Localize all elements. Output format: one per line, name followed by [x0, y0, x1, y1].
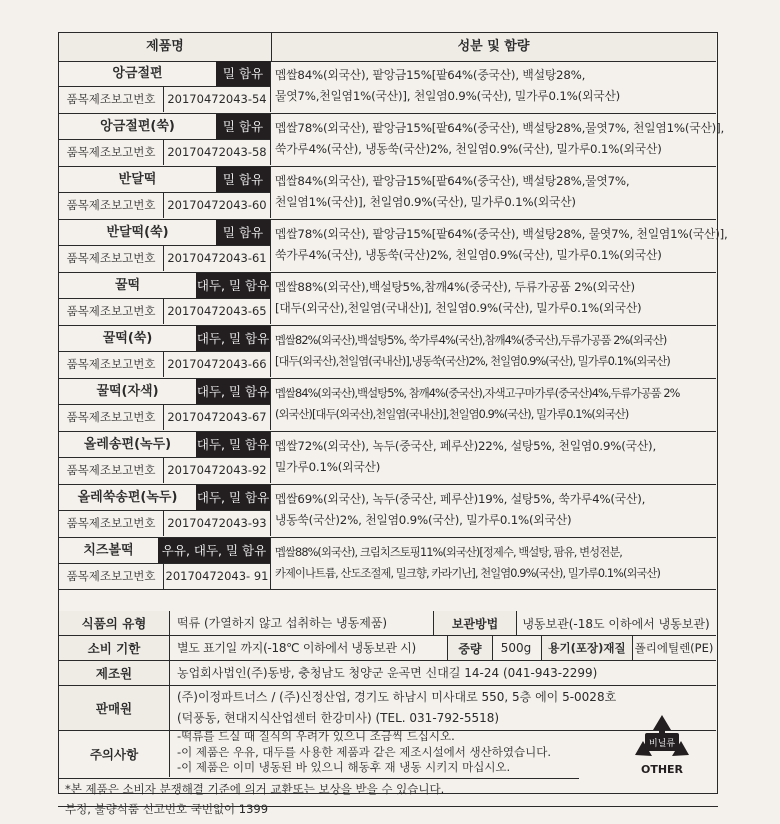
type-label: 식품의 유형	[59, 611, 170, 635]
ingredients	[275, 542, 715, 584]
maker-label: 제조원	[59, 661, 170, 685]
allergen-badge: 우유, 대두, 밀 함유	[158, 538, 270, 563]
product-row	[59, 61, 716, 114]
product-name: 올레쑥송편(녹두)	[77, 490, 178, 505]
consumer-note	[65, 779, 444, 819]
ingredient-line: 멥쌀84%(외국산),백설탕5%, 참깨4%(중국산),자색고구마가루(중국산)4%,두류가공품 2%	[275, 387, 680, 400]
ingredients	[275, 436, 715, 478]
product-row	[59, 485, 716, 538]
allergen-badge: 대두, 밀 함유	[196, 273, 270, 298]
reg-label: 품목제조보고번호	[59, 87, 164, 112]
seller-row	[59, 686, 716, 731]
recycle-badge-text: 비닐류	[648, 739, 676, 749]
bottom-rule	[58, 806, 718, 807]
caution-lines	[177, 729, 551, 776]
seller-line-2: (덕풍동, 현대지식산업센터 한강미사) (TEL. 031-792-5518)	[177, 711, 500, 725]
reg-label: 품목제조보고번호	[59, 458, 164, 483]
product-name: 반달떡(쑥)	[106, 225, 169, 240]
ingredient-line: 쑥가루4%(국산), 냉동쑥(국산)2%, 천일염0.9%(국산), 밀가루0.1%(외국산)	[275, 142, 662, 156]
ingredient-line: 멥쌀78%(외국산), 팥앙금15%[팥64%(중국산), 백설탕28%, 물엿7%, 천일염1%(국산)],	[275, 227, 728, 241]
product-row	[59, 432, 716, 485]
seller-label: 판매원	[59, 686, 170, 730]
product-cell	[59, 220, 271, 271]
note-line-2: 부정, 불량식품 신고번호 국번없이 1399	[65, 802, 269, 816]
product-cell	[59, 538, 271, 589]
ingredients	[275, 65, 715, 107]
allergen-badge: 밀 함유	[216, 167, 270, 192]
product-cell	[59, 326, 271, 377]
reg-number: 20170472043-92	[167, 463, 267, 477]
ingredient-line: 물엿7%,천일염1%(국산)], 천일염0.9%(국산), 밀가루0.1%(외국산)	[275, 89, 621, 103]
allergen-badge: 대두, 밀 함유	[196, 326, 270, 351]
ingredients	[275, 224, 728, 266]
storage-label: 보관방법	[433, 611, 517, 635]
storage-value: 냉동보관(-18도 이하에서 냉동보관)	[522, 616, 710, 631]
ingredient-line: 멥쌀82%(외국산),백설탕5%, 쑥가루4%(국산),참깨4%(중국산),두류가공품 2%(외국산)	[275, 334, 667, 347]
seller-line-1: (주)이정파트너스 / (주)신정산업, 경기도 하남시 미사대로 550, 5층 에이 5-0028호	[177, 690, 617, 704]
ingredient-line: 밀가루0.1%(외국산)	[275, 460, 381, 474]
product-row	[59, 538, 716, 590]
product-name: 앙금절편(쑥)	[100, 119, 175, 134]
product-name: 올레송편(녹두)	[83, 437, 172, 452]
product-cell	[59, 485, 271, 536]
product-name: 꿀떡(쑥)	[102, 331, 153, 346]
product-name: 반달떡	[118, 172, 157, 187]
label-table	[58, 32, 728, 816]
product-cell	[59, 432, 271, 483]
reg-label: 품목제조보고번호	[59, 140, 164, 165]
weight-value: 500g	[500, 641, 532, 655]
product-row	[59, 220, 728, 273]
product-name: 꿀떡	[114, 278, 141, 293]
product-name: 꿀떡(자색)	[96, 384, 159, 399]
ingredient-line: 멥쌀78%(외국산), 팥앙금15%[팥64%(중국산), 백설탕28%,물엿7%, 천일염1%(국산)],	[275, 121, 725, 135]
reg-number: 20170472043-60	[167, 198, 267, 212]
ingredient-line: [대두(외국산),천일염(국내산)],냉동쑥(국산)2%, 천일염0.9%(국산), 밀가루0.1%(외국산)	[275, 355, 670, 368]
ingredient-line: 냉동쑥(국산)2%, 천일염0.9%(국산), 밀가루0.1%(외국산)	[275, 513, 572, 527]
reg-number: 20170472043-67	[167, 410, 267, 424]
ingredient-line: (외국산)[대두(외국산),천일염(국내산)],천일염0.9%(국산), 밀가루0.1%(외국산)	[275, 408, 629, 421]
allergen-badge: 밀 함유	[216, 220, 270, 245]
weight-label: 중량	[447, 636, 493, 660]
ingredient-line: 멥쌀72%(외국산), 녹두(중국산, 페루산)22%, 설탕5%, 천일염0.9%(국산),	[275, 439, 657, 453]
type-row	[59, 611, 716, 636]
maker-value: 농업회사법인(주)동방, 충청남도 청양군 운곡면 신대길 14-24 (041-943-2299)	[177, 666, 598, 680]
reg-label: 품목제조보고번호	[59, 352, 164, 377]
reg-number: 20170472043-58	[167, 145, 267, 159]
material-value: 폴리에틸렌(PE)	[634, 641, 714, 655]
note-line-1: *본 제품은 소비자 분쟁해결 기준에 의거 교환또는 보상을 받을 수 있습니다.	[65, 782, 445, 796]
reg-label: 품목제조보고번호	[59, 511, 164, 536]
product-row	[59, 379, 716, 432]
ingredients	[275, 489, 715, 531]
caution-line: -떡류를 드실 때 질식의 우려가 있으니 조금씩 드십시오.	[177, 729, 455, 743]
ingredients	[275, 383, 715, 425]
product-cell	[59, 167, 271, 218]
product-row	[59, 167, 716, 220]
reg-label: 품목제조보고번호	[59, 405, 164, 430]
reg-label: 품목제조보고번호	[59, 193, 164, 218]
ingredient-line: 멥쌀84%(외국산), 팥앙금15%[팥64%(중국산), 백설탕28%,물엿7%,	[275, 174, 630, 188]
reg-label: 품목제조보고번호	[59, 246, 164, 271]
product-row	[59, 326, 716, 379]
recycle-icon	[627, 711, 697, 781]
product-cell	[59, 273, 271, 324]
reg-label: 품목제조보고번호	[59, 564, 164, 589]
recycle-mark	[627, 711, 697, 781]
reg-number: 20170472043- 91	[165, 569, 269, 583]
ingredients	[275, 330, 715, 372]
caution-line: -이 제품은 우유, 대두를 사용한 제품과 같은 제조시설에서 생산하였습니다.	[177, 744, 551, 759]
expiry-row	[59, 636, 716, 661]
product-name: 앙금절편	[112, 66, 163, 81]
product-cell	[59, 114, 271, 165]
caution-line: -이 제품은 이미 냉동된 바 있으니 해동후 재 냉동 시키지 마십시오.	[177, 760, 511, 774]
reg-number: 20170472043-66	[167, 357, 267, 371]
ingredient-line: 쑥가루4%(국산), 냉동쑥(국산)2%, 천일염0.9%(국산), 밀가루0.1%(외국산)	[275, 248, 662, 262]
product-cell	[59, 379, 271, 430]
reg-number: 20170472043-93	[167, 516, 267, 530]
reg-number: 20170472043-54	[167, 92, 267, 106]
ingredient-line: 멥쌀88%(외국산),백설탕5%,참깨4%(중국산), 두류가공품 2%(외국산)	[275, 280, 635, 294]
allergen-badge: 대두, 밀 함유	[196, 432, 270, 457]
maker-row	[59, 661, 716, 686]
allergen-badge: 대두, 밀 함유	[196, 485, 270, 510]
expiry-value: 별도 표기일 까지(-18℃ 이하에서 냉동보관 시)	[177, 641, 416, 655]
product-name: 치즈볼떡	[83, 543, 134, 558]
ingredient-line: 카제이나트륨, 산도조절제, 밀크향, 카라기난], 천일염0.9%(국산), 밀가루0.1%(외국산)	[275, 567, 661, 580]
allergen-badge: 대두, 밀 함유	[196, 379, 270, 404]
recycle-caption: OTHER	[640, 763, 684, 776]
caution-label: 주의사항	[59, 731, 170, 777]
type-value: 떡류 (가열하지 않고 섭취하는 냉동제품)	[177, 616, 388, 630]
product-cell	[59, 61, 271, 112]
product-row	[59, 273, 716, 326]
reg-number: 20170472043-61	[167, 251, 267, 265]
expiry-label: 소비 기한	[59, 636, 170, 660]
table-header	[59, 33, 716, 62]
material-label: 용기(포장)재질	[541, 636, 633, 660]
allergen-badge: 밀 함유	[216, 61, 270, 86]
seller-value	[177, 687, 616, 729]
header-ingredients: 성분 및 함량	[457, 39, 530, 54]
ingredient-line: 천일염1%(국산)], 천일염0.9%(국산), 밀가루0.1%(외국산)	[275, 195, 576, 209]
reg-label: 품목제조보고번호	[59, 299, 164, 324]
ingredients	[275, 277, 715, 319]
allergen-badge: 밀 함유	[216, 114, 270, 139]
header-product-name: 제품명	[59, 33, 272, 61]
ingredient-line: 멥쌀84%(외국산), 팥앙금15%[팥64%(중국산), 백설탕28%,	[275, 68, 586, 82]
ingredient-line: 멥쌀88%(외국산), 크림치즈토핑11%(외국산)[정제수, 백설탕, 팜유, 변성전분,	[275, 546, 622, 559]
ingredients	[275, 118, 725, 160]
ingredients	[275, 171, 715, 213]
product-row	[59, 114, 725, 167]
reg-number: 20170472043-65	[167, 304, 267, 318]
ingredient-line: [대두(외국산),천일염(국내산)], 천일염0.9%(국산), 밀가루0.1%(외국산)	[275, 301, 642, 315]
ingredient-line: 멥쌀69%(외국산), 녹두(중국산, 페루산)19%, 설탕5%, 쑥가루4%(국산),	[275, 492, 646, 506]
